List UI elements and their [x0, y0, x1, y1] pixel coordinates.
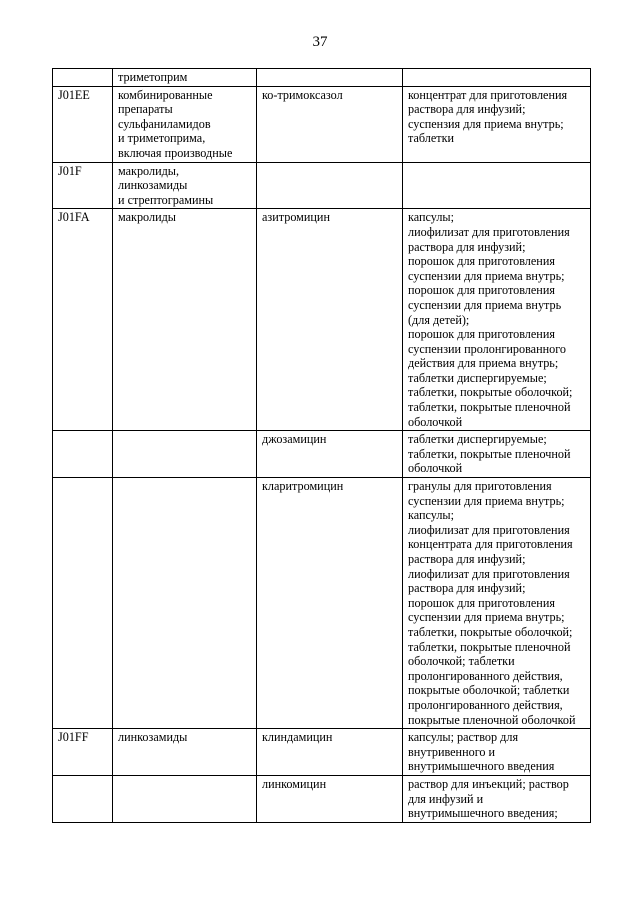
group-name-cell: линкозамиды: [113, 729, 257, 776]
atc-code-cell: [53, 431, 113, 478]
table-row: [53, 162, 591, 209]
dosage-forms-cell: таблетки диспергируемые; таблетки, покрытые пленочной оболочкой: [403, 431, 591, 478]
drug-name-cell: [257, 69, 403, 87]
atc-code-cell: J01EE: [53, 86, 113, 162]
dosage-forms-cell: концентрат для приготовления раствора для инфузий; суспензия для приема внутрь; таблетки: [403, 86, 591, 162]
atc-code-cell: J01FF: [53, 729, 113, 776]
group-name-cell: [113, 775, 257, 822]
atc-code-cell: J01FA: [53, 209, 113, 431]
drug-name-cell: джозамицин: [257, 431, 403, 478]
drug-name-cell: клиндамицин: [257, 729, 403, 776]
drug-name-cell: ко-тримоксазол: [257, 86, 403, 162]
table-row: [53, 431, 591, 478]
group-name-cell: макролиды: [113, 209, 257, 431]
table-row: [53, 69, 591, 87]
dosage-forms-cell: раствор для инъекций; раствор для инфузий и внутримышечного введения;: [403, 775, 591, 822]
drug-name-cell: кларитромицин: [257, 478, 403, 729]
table-row: [53, 209, 591, 431]
atc-code-cell: [53, 478, 113, 729]
atc-code-cell: J01F: [53, 162, 113, 209]
drug-name-cell: линкомицин: [257, 775, 403, 822]
group-name-cell: комбинированные препараты сульфаниламидов и триметоприма, включая производные: [113, 86, 257, 162]
table-row: [53, 775, 591, 822]
group-name-cell: макролиды, линкозамиды и стрептограмины: [113, 162, 257, 209]
table-row: [53, 86, 591, 162]
group-name-cell: триметоприм: [113, 69, 257, 87]
atc-code-cell: [53, 69, 113, 87]
group-name-cell: [113, 431, 257, 478]
table-row: [53, 478, 591, 729]
dosage-forms-cell: гранулы для приготовления суспензии для приема внутрь; капсулы; лиофилизат для приготовления концентрата для приготовления раствора для инфузий; лиофилизат для приготовления раствора для инфузий; порошок для приготовления суспензии для приема внутрь; таблетки, покрытые оболочкой; таблетки, покрытые пленочной оболочкой; таблетки пролонгированного действия, покрытые оболочкой; таблетки пролонгированного действия, покрытые пленочной оболочкой: [403, 478, 591, 729]
group-name-cell: [113, 478, 257, 729]
drug-classification-table: [52, 68, 591, 823]
drug-name-cell: [257, 162, 403, 209]
dosage-forms-cell: [403, 69, 591, 87]
drug-name-cell: азитромицин: [257, 209, 403, 431]
table-row: [53, 729, 591, 776]
dosage-forms-cell: капсулы; лиофилизат для приготовления раствора для инфузий; порошок для приготовления суспензии для приема внутрь; порошок для приготовления суспензии для приема внутрь (для детей); порошок для приготовления суспензии пролонгированного действия для приема внутрь; таблетки диспергируемые; таблетки, покрытые оболочкой; таблетки, покрытые пленочной оболочкой: [403, 209, 591, 431]
page-number: 37: [312, 34, 328, 50]
dosage-forms-cell: [403, 162, 591, 209]
atc-code-cell: [53, 775, 113, 822]
dosage-forms-cell: капсулы; раствор для внутривенного и внутримышечного введения: [403, 729, 591, 776]
